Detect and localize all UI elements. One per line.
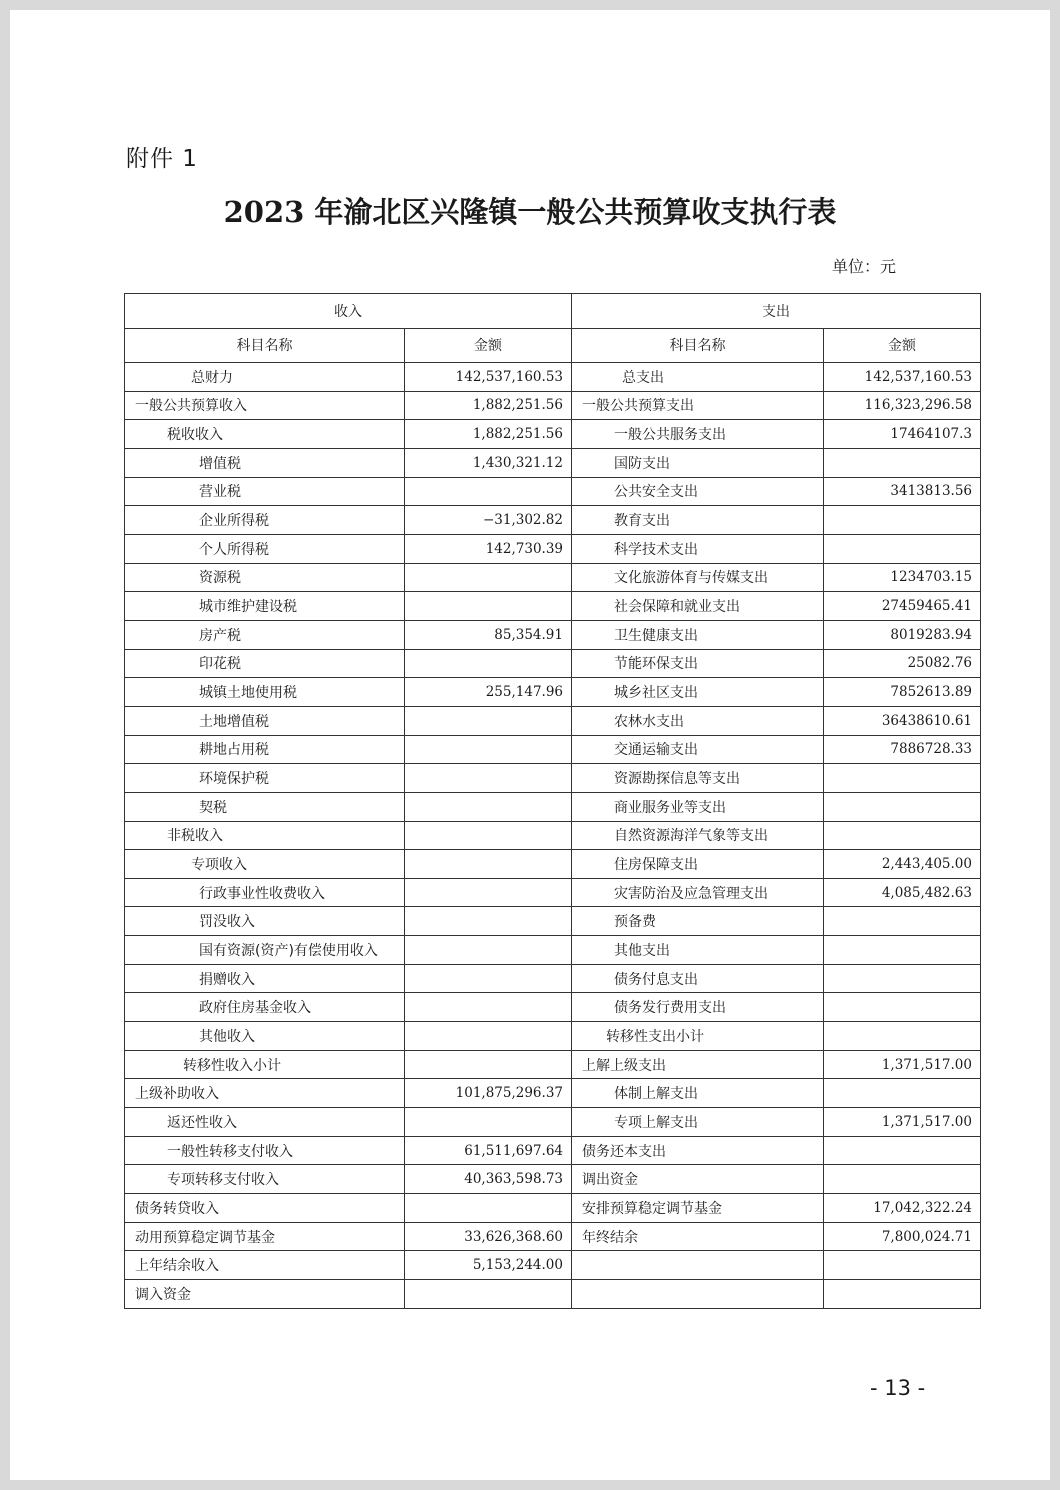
income-amount [405, 878, 572, 907]
expense-amount [824, 1251, 981, 1280]
expense-amount: 27459465.41 [824, 592, 981, 621]
income-amount: 40,363,598.73 [405, 1165, 572, 1194]
expense-item-name: 国防支出 [572, 448, 824, 477]
income-item-name: 专项收入 [125, 850, 405, 879]
income-item-name: 印花税 [125, 649, 405, 678]
table-row [125, 706, 981, 735]
income-amount [405, 477, 572, 506]
income-item-name: 环境保护税 [125, 764, 405, 793]
income-amount [405, 850, 572, 879]
expense-item-name: 商业服务业等支出 [572, 792, 824, 821]
expense-amount [824, 936, 981, 965]
table-row [125, 1280, 981, 1309]
expense-item-name: 年终结余 [572, 1222, 824, 1251]
income-amount [405, 706, 572, 735]
expense-amount: 36438610.61 [824, 706, 981, 735]
expense-amount: 1,371,517.00 [824, 1108, 981, 1137]
expense-item-name: 体制上解支出 [572, 1079, 824, 1108]
income-item-name: 专项转移支付收入 [125, 1165, 405, 1194]
income-item-name: 耕地占用税 [125, 735, 405, 764]
expense-item-name [572, 1280, 824, 1309]
income-item-name: 契税 [125, 792, 405, 821]
table-row [125, 620, 981, 649]
income-item-name: 企业所得税 [125, 506, 405, 535]
expense-amount [824, 1280, 981, 1309]
income-item-name: 税收收入 [125, 420, 405, 449]
income-item-name: 国有资源(资产)有偿使用收入 [125, 936, 405, 965]
expense-section-header: 支出 [572, 294, 981, 329]
income-item-name: 调入资金 [125, 1280, 405, 1309]
income-item-name: 债务转贷收入 [125, 1194, 405, 1223]
expense-item-name: 灾害防治及应急管理支出 [572, 878, 824, 907]
expense-item-name: 转移性支出小计 [572, 1022, 824, 1051]
expense-amount [824, 1079, 981, 1108]
income-amount-header: 金额 [405, 328, 572, 363]
expense-amount: 17464107.3 [824, 420, 981, 449]
income-amount [405, 964, 572, 993]
income-item-name: 房产税 [125, 620, 405, 649]
income-item-name: 城镇土地使用税 [125, 678, 405, 707]
income-item-name: 上年结余收入 [125, 1251, 405, 1280]
expense-amount: 7886728.33 [824, 735, 981, 764]
expense-amount [824, 907, 981, 936]
expense-item-name: 债务还本支出 [572, 1136, 824, 1165]
table-row [125, 1108, 981, 1137]
income-amount: 1,882,251.56 [405, 391, 572, 420]
income-item-name: 营业税 [125, 477, 405, 506]
income-item-name: 罚没收入 [125, 907, 405, 936]
expense-amount: 17,042,322.24 [824, 1194, 981, 1223]
table-row [125, 534, 981, 563]
income-amount [405, 592, 572, 621]
expense-item-name: 总支出 [572, 363, 824, 392]
income-item-name: 城市维护建设税 [125, 592, 405, 621]
income-amount [405, 649, 572, 678]
income-amount [405, 1280, 572, 1309]
expense-amount [824, 964, 981, 993]
expense-item-name: 预备费 [572, 907, 824, 936]
income-item-name: 捐赠收入 [125, 964, 405, 993]
table-row [125, 735, 981, 764]
expense-amount [824, 534, 981, 563]
expense-amount: 4,085,482.63 [824, 878, 981, 907]
expense-amount: 3413813.56 [824, 477, 981, 506]
table-row [125, 678, 981, 707]
income-amount [405, 1108, 572, 1137]
expense-amount: 7,800,024.71 [824, 1222, 981, 1251]
income-amount: 85,354.91 [405, 620, 572, 649]
income-item-name: 其他收入 [125, 1022, 405, 1051]
document-title: 2023 年渝北区兴隆镇一般公共预算收支执行表 [223, 195, 837, 229]
income-item-name: 总财力 [125, 363, 405, 392]
expense-item-name: 一般公共预算支出 [572, 391, 824, 420]
table-row [125, 850, 981, 879]
income-amount: 33,626,368.60 [405, 1222, 572, 1251]
income-item-name: 资源税 [125, 563, 405, 592]
expense-item-name: 教育支出 [572, 506, 824, 535]
expense-item-name: 专项上解支出 [572, 1108, 824, 1137]
income-amount: 142,537,160.53 [405, 363, 572, 392]
income-amount: 61,511,697.64 [405, 1136, 572, 1165]
expense-item-name: 一般公共服务支出 [572, 420, 824, 449]
table-row [125, 1251, 981, 1280]
expense-amount [824, 993, 981, 1022]
table-row [125, 420, 981, 449]
expense-name-header: 科目名称 [572, 328, 824, 363]
expense-item-name: 调出资金 [572, 1165, 824, 1194]
table-row [125, 792, 981, 821]
table-row [125, 1194, 981, 1223]
expense-amount: 142,537,160.53 [824, 363, 981, 392]
income-amount [405, 735, 572, 764]
expense-amount [824, 1136, 981, 1165]
page-number: - 13 - [870, 1376, 926, 1400]
income-amount: 5,153,244.00 [405, 1251, 572, 1280]
table-row [125, 878, 981, 907]
income-amount: 1,882,251.56 [405, 420, 572, 449]
expense-item-name: 卫生健康支出 [572, 620, 824, 649]
income-amount [405, 1022, 572, 1051]
table-row [125, 1022, 981, 1051]
expense-item-name: 债务发行费用支出 [572, 993, 824, 1022]
table-row [125, 1079, 981, 1108]
income-name-header: 科目名称 [125, 328, 405, 363]
income-amount [405, 907, 572, 936]
expense-item-name: 农林水支出 [572, 706, 824, 735]
income-amount [405, 792, 572, 821]
income-amount [405, 764, 572, 793]
section-header-row [125, 294, 981, 329]
expense-item-name: 城乡社区支出 [572, 678, 824, 707]
income-amount [405, 936, 572, 965]
income-item-name: 一般性转移支付收入 [125, 1136, 405, 1165]
income-amount: −31,302.82 [405, 506, 572, 535]
expense-item-name: 上解上级支出 [572, 1050, 824, 1079]
income-item-name: 转移性收入小计 [125, 1050, 405, 1079]
income-section-header: 收入 [125, 294, 572, 329]
expense-amount: 1234703.15 [824, 563, 981, 592]
table-row [125, 563, 981, 592]
expense-amount-header: 金额 [824, 328, 981, 363]
table-row [125, 477, 981, 506]
table-row [125, 821, 981, 850]
income-item-name: 一般公共预算收入 [125, 391, 405, 420]
unit-label: 单位：元 [832, 257, 897, 276]
expense-item-name: 安排预算稳定调节基金 [572, 1194, 824, 1223]
expense-amount: 116,323,296.58 [824, 391, 981, 420]
expense-item-name: 节能环保支出 [572, 649, 824, 678]
table-row [125, 1136, 981, 1165]
expense-item-name: 债务付息支出 [572, 964, 824, 993]
expense-item-name: 其他支出 [572, 936, 824, 965]
expense-amount [824, 1165, 981, 1194]
expense-amount: 2,443,405.00 [824, 850, 981, 879]
table-row [125, 506, 981, 535]
expense-amount [824, 821, 981, 850]
table-row [125, 764, 981, 793]
income-amount: 101,875,296.37 [405, 1079, 572, 1108]
expense-item-name: 社会保障和就业支出 [572, 592, 824, 621]
annex-label: 附件 1 [126, 146, 198, 172]
income-item-name: 个人所得税 [125, 534, 405, 563]
expense-amount: 25082.76 [824, 649, 981, 678]
income-amount: 142,730.39 [405, 534, 572, 563]
income-amount [405, 821, 572, 850]
income-amount [405, 1050, 572, 1079]
expense-amount [824, 1022, 981, 1051]
table-row [125, 907, 981, 936]
expense-item-name: 资源勘探信息等支出 [572, 764, 824, 793]
expense-item-name: 自然资源海洋气象等支出 [572, 821, 824, 850]
table-row [125, 936, 981, 965]
expense-item-name [572, 1251, 824, 1280]
table-row [125, 1222, 981, 1251]
budget-table [124, 293, 981, 1309]
table-row [125, 363, 981, 392]
expense-amount: 7852613.89 [824, 678, 981, 707]
table-row [125, 964, 981, 993]
expense-item-name: 科学技术支出 [572, 534, 824, 563]
table-row [125, 993, 981, 1022]
table-row [125, 649, 981, 678]
expense-amount [824, 792, 981, 821]
table-row [125, 1165, 981, 1194]
table-row [125, 592, 981, 621]
column-header-row [125, 328, 981, 363]
expense-amount [824, 506, 981, 535]
income-item-name: 土地增值税 [125, 706, 405, 735]
income-amount: 1,430,321.12 [405, 448, 572, 477]
table-row [125, 391, 981, 420]
expense-amount [824, 448, 981, 477]
income-amount [405, 563, 572, 592]
expense-item-name: 住房保障支出 [572, 850, 824, 879]
income-amount: 255,147.96 [405, 678, 572, 707]
expense-item-name: 文化旅游体育与传媒支出 [572, 563, 824, 592]
expense-amount: 1,371,517.00 [824, 1050, 981, 1079]
income-item-name: 动用预算稳定调节基金 [125, 1222, 405, 1251]
income-item-name: 政府住房基金收入 [125, 993, 405, 1022]
expense-amount: 8019283.94 [824, 620, 981, 649]
table-row [125, 1050, 981, 1079]
income-item-name: 返还性收入 [125, 1108, 405, 1137]
income-amount [405, 993, 572, 1022]
income-item-name: 增值税 [125, 448, 405, 477]
table-row [125, 448, 981, 477]
expense-item-name: 交通运输支出 [572, 735, 824, 764]
income-item-name: 行政事业性收费收入 [125, 878, 405, 907]
expense-amount [824, 764, 981, 793]
expense-item-name: 公共安全支出 [572, 477, 824, 506]
income-amount [405, 1194, 572, 1223]
income-item-name: 非税收入 [125, 821, 405, 850]
income-item-name: 上级补助收入 [125, 1079, 405, 1108]
